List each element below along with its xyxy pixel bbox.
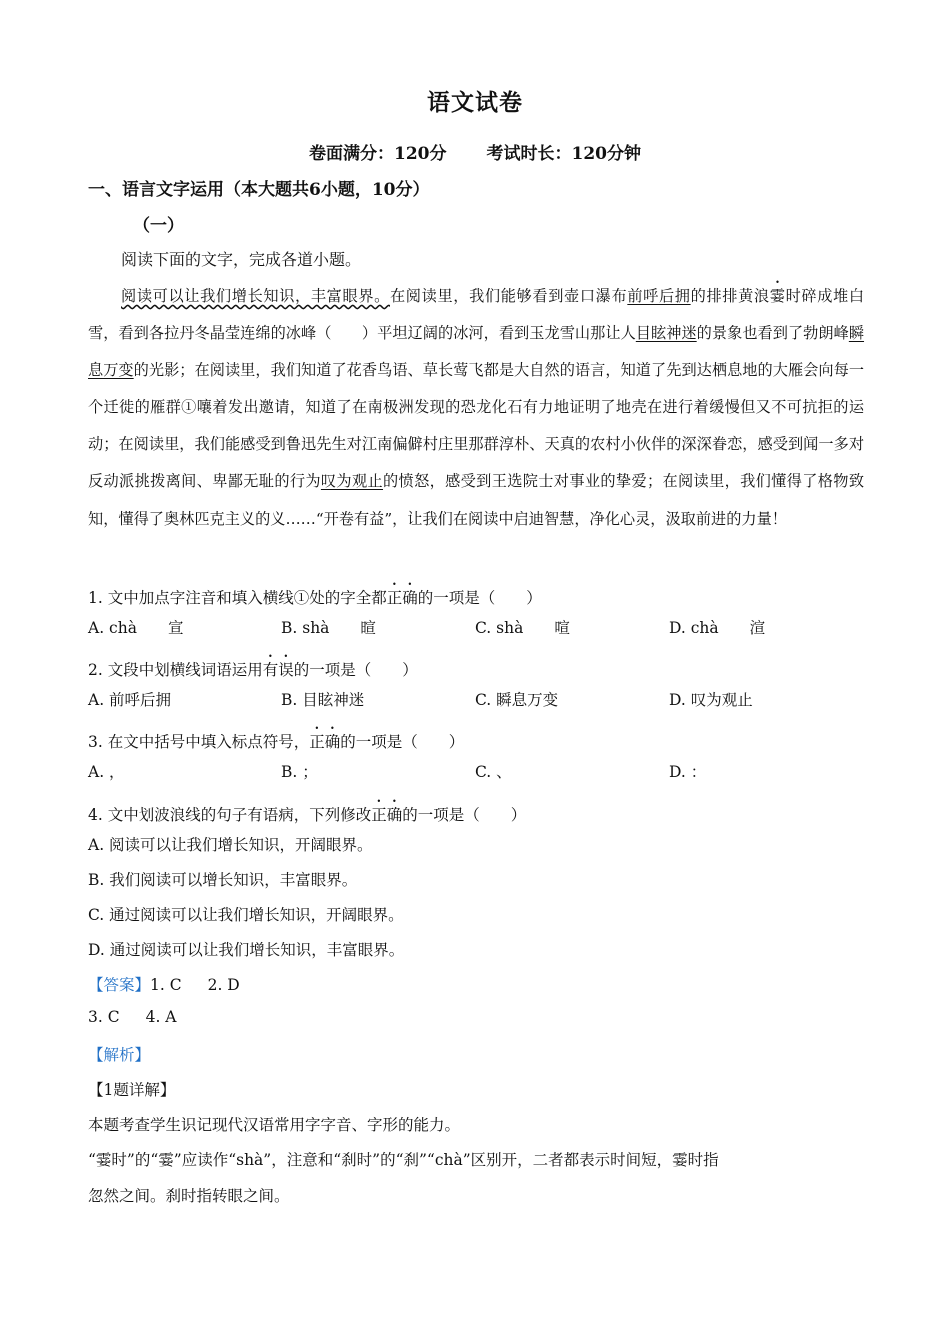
exam-info [0, 139, 950, 164]
question-1-stem: 1. 文中加点字注音和填入横线①处的字全都正确的一项是（ ） [88, 589, 542, 607]
reading-instruction: 阅读下面的文字，完成各道小题。 [121, 250, 362, 269]
question-1-option-d: D. chà 渲 [669, 619, 766, 637]
answer-label: 【答案】 [88, 976, 151, 994]
question-4-option-d: D. 通过阅读可以让我们增长知识，丰富眼界。 [88, 941, 405, 959]
question-4-stem: 4. 文中划波浪线的句子有语病，下列修改正确的一项是（ ） [88, 806, 527, 824]
answer-line-2: 3. C 4. A [88, 1008, 177, 1026]
question-4-option-a: A. 阅读可以让我们增长知识，开阔眼界。 [88, 836, 373, 854]
question-3-option-b: B. ； [281, 763, 318, 781]
question-2-option-b: B. 目眩神迷 [281, 691, 365, 709]
analysis-subheading: 【1题详解】 [88, 1081, 176, 1099]
answer-line-1: 【答案】1. C 2. D [88, 976, 240, 994]
dotted-character: 霎 [769, 287, 786, 305]
underlined-word: 瞬息万变 [88, 324, 865, 380]
question-1-option-c: C. shà 喧 [475, 619, 570, 637]
question-4-option-b: B. 我们阅读可以增长知识，丰富眼界。 [88, 871, 358, 889]
question-2-stem: 2. 文段中划横线词语运用有误的一项是（ ） [88, 661, 418, 679]
question-2-option-d: D. 叹为观止 [669, 691, 753, 709]
wavy-sentence: 阅读可以让我们增长知识，丰富眼界。 [121, 287, 390, 305]
analysis-text: 忽然之间。刹时指转眼之间。 [88, 1187, 290, 1205]
exam-duration: 考试时长：120分钟 [486, 144, 641, 164]
passage-text: 的景象也看到了勃朗峰 [696, 324, 849, 343]
underlined-word: 目眩神迷 [635, 324, 697, 343]
analysis-label: 【解析】 [88, 1046, 151, 1064]
reading-passage [88, 278, 864, 538]
analysis-text: “霎时”的“霎”应读作“shà”，注意和“刹时”的“刹”“chà”区别开，二者都表示时间短，霎时指 [88, 1151, 719, 1169]
question-3-stem: 3. 在文中括号中填入标点符号，正确的一项是（ ） [88, 733, 465, 751]
underlined-word: 叹为观止 [320, 472, 384, 491]
question-2-option-c: C. 瞬息万变 [475, 691, 559, 709]
blank-marker: ① [181, 398, 197, 417]
part-heading: （一） [133, 216, 184, 236]
question-1-option-b: B. shà 暄 [281, 619, 376, 637]
passage-text: 在阅读里，我们能够看到壶口瀑布 [389, 287, 628, 305]
question-3-option-c: C. 、 [475, 763, 512, 781]
full-score: 卷面满分：120分 [309, 144, 447, 164]
passage-text: 的愤怒，感受到王选院士对事业的挚爱；在阅读里，我们懂得了格物致知，懂得了奥林匹克主义的义……“开卷有益”，让我们在阅读中启迪智慧，净化心灵，汲取前进的力量！ [88, 472, 865, 528]
underlined-word: 前呼后拥 [627, 287, 691, 305]
passage-text: 时碎成堆白雪，看到各拉丹冬晶莹连绵的冰峰（ ）平坦辽阔的冰河，看到玉龙雪山那让人 [88, 287, 865, 343]
passage-text: 的光影；在阅读里，我们知道了花香鸟语、草长莺飞都是大自然的语言，知道了先到达栖息地的大雁会向每一个迁徙的雁群 [88, 361, 865, 417]
question-1-option-a: A. chà 宣 [88, 619, 184, 637]
passage-text: 嚷着发出邀请，知道了在南极洲发现的恐龙化石有力地证明了地壳在进行着缓慢但又不可抗拒的运动；在阅读里，我们能感受到鲁迅先生对江南偏僻村庄里那群淳朴、天真的农村小伙伴的深深眷恋，感受到闻一多对反动派挑拨离间、卑鄙无耻的行为 [88, 398, 865, 491]
page-title: 语文试卷 [427, 89, 523, 116]
question-3-option-a: A. ， [88, 763, 125, 781]
analysis-text: 本题考查学生识记现代汉语常用字字音、字形的能力。 [88, 1116, 461, 1134]
question-4-option-c: C. 通过阅读可以让我们增长知识，开阔眼界。 [88, 906, 404, 924]
question-3-option-d: D. ： [669, 763, 707, 781]
passage-text: 的排排黄浪 [690, 287, 770, 305]
question-2-option-a: A. 前呼后拥 [88, 691, 172, 709]
section-heading: 一、语言文字运用（本大题共6小题，10分） [88, 180, 430, 200]
